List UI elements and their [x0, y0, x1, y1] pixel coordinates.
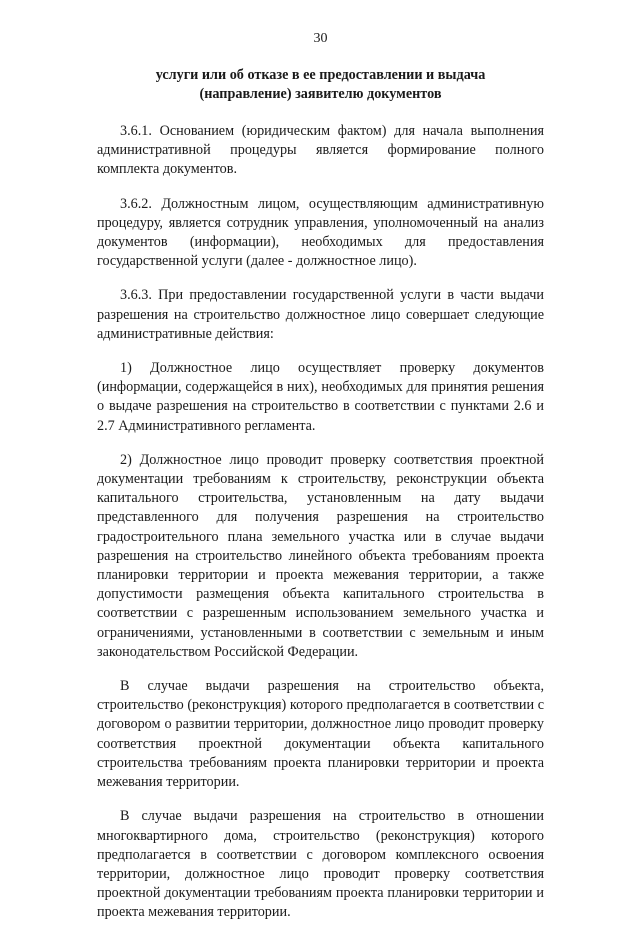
paragraph-item-2: 2) Должностное лицо проводит проверку соответствия проектной документации требованиям к строительству, реконструкции объекта капитального строительства, установленным на дату выдачи представленного для получения разрешения на строительство градостроительного плана земельного участка или в случае выдачи разрешения на строительство линейного объекта требованиям проекта планировки территории и проекта межевания территории, а также допустимости размещения объекта капитального строительства в соответствии с разрешенным использованием земельного участка и ограничениями, установленными в соответствии с земельным и иным законодательством Российской Федерации. [97, 451, 544, 660]
paragraph-development-agreement: В случае выдачи разрешения на строительство объекта, строительство (реконструкция) которого предполагается в соответствии с договором о развитии территории, должностное лицо проводит проверку соответствия проектной документации объекта капитального строительства требованиям проекта планировки территории и проекта межевания территории. [97, 678, 544, 791]
paragraph-3-6-1: 3.6.1. Основанием (юридическим фактом) для начала выполнения административной процедуры является формирование полного комплекта документов. [97, 123, 544, 178]
section-heading [97, 66, 544, 104]
section-heading-line-1: услуги или об отказе в ее предоставлении и выдача [155, 67, 486, 83]
paragraph-3-6-2: 3.6.2. Должностным лицом, осуществляющим административную процедуру, является сотрудник управления, уполномоченный на анализ документов (информации), необходимых для предоставления государственной услуги (далее - должностное лицо). [97, 195, 544, 270]
section-heading-line-2: (направление) заявителю документов [199, 86, 442, 102]
page-number: 30 [313, 31, 328, 46]
paragraph-3-6-3: 3.6.3. При предоставлении государственной услуги в части выдачи разрешения на строительство должностное лицо совершает следующие административные действия: [97, 287, 544, 342]
paragraph-item-1: 1) Должностное лицо осуществляет проверку документов (информации, содержащейся в них), необходимых для принятия решения о выдаче разрешения на строительство в соответствии с пунктами 2.6 и 2.7 Административного регламента. [97, 360, 544, 434]
document-page [97, 30, 544, 938]
paragraph-apartment-building: В случае выдачи разрешения на строительство в отношении многоквартирного дома, строительство (реконструкция) которого предполагается в соответствии с договором комплексного освоения территории, должностное лицо проводит проверку соответствия проектной документации требованиям проекта планировки территории и проекта межевания территории. [97, 808, 544, 921]
